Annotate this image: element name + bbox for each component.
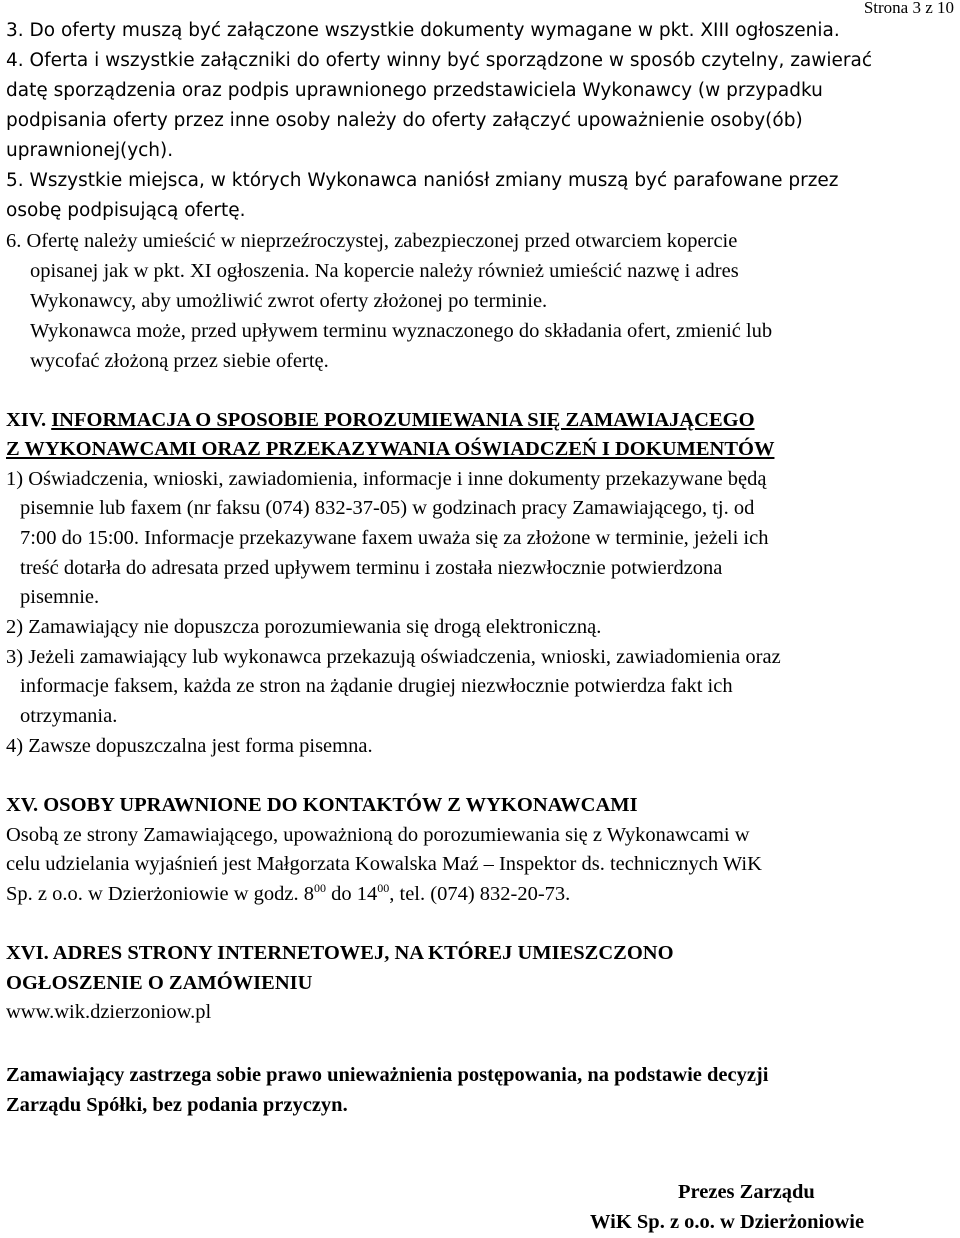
signature-title: Prezes Zarządu (678, 1181, 815, 1203)
section-xiv-item-1-line-4: treść dotarła do adresata przed upływem terminu i została niezwłocznie potwierdzona (20, 557, 723, 579)
item-5-line-2: osobę podpisującą ofertę. (6, 200, 246, 221)
section-xv-line-1: Osobą ze strony Zamawiającego, upoważnioną do porozumiewania się z Wykonawcami w (6, 824, 750, 846)
section-xiv-item-3-line-1: 3) Jeżeli zamawiający lub wykonawca przekazują oświadczenia, wnioski, zawiadomienia oraz (6, 646, 781, 668)
item-6-line-3: Wykonawcy, aby umożliwić zwrot oferty złożonej po terminie. (30, 290, 548, 312)
section-xv-heading: XV. OSOBY UPRAWNIONE DO KONTAKTÓW Z WYKONAWCAMI (6, 794, 638, 816)
section-xiv-heading-line-1 (6, 408, 954, 432)
section-xiv-item-1-line-3: 7:00 do 15:00. Informacje przekazywane faxem uważa się za złożone w terminie, jeżeli ich (20, 527, 769, 549)
section-xiv-item-4: 4) Zawsze dopuszczalna jest forma pisemna. (6, 735, 373, 757)
item-4-line-4: uprawnionej(ych). (6, 140, 174, 161)
contact-hours-text-middle: do 14 (326, 883, 378, 905)
section-xv-line-2: celu udzielania wyjaśnień jest Małgorzata Kowalska Maź – Inspektor ds. technicznych WiK (6, 853, 762, 875)
item-3: 3. Do oferty muszą być załączone wszystkie dokumenty wymagane w pkt. XIII ogłoszenia. (6, 20, 840, 41)
reservation-line-2: Zarządu Spółki, bez podania przyczyn. (6, 1094, 348, 1116)
section-xiv-item-3-line-2: informacje faksem, każda ze stron na żądanie drugiej niezwłocznie potwierdza fakt ich (20, 675, 733, 697)
section-xiv-item-3-line-3: otrzymania. (20, 705, 118, 727)
item-4-line-1: 4. Oferta i wszystkie załączniki do oferty winny być sporządzone w sposób czytelny, zawierać (6, 50, 873, 71)
website-url: www.wik.dzierzoniow.pl (6, 1001, 212, 1023)
section-xiv-item-1-line-2: pisemnie lub faxem (nr faksu (074) 832-37-05) w godzinach pracy Zamawiającego, tj. od (20, 497, 755, 519)
signature-company: WiK Sp. z o.o. w Dzierżoniowie (590, 1211, 865, 1233)
contact-phone-text: , tel. (074) 832-20-73. (389, 883, 571, 905)
section-xiv-title-line-2: Z WYKONAWCAMI ORAZ PRZEKAZYWANIA OŚWIADCZEŃ I DOKUMENTÓW (6, 438, 775, 460)
hour-to-superscript: 00 (377, 881, 390, 895)
section-xiv-title-line-1: INFORMACJA O SPOSOBIE POROZUMIEWANIA SIĘ ZAMAWIAJĄCEGO (51, 409, 755, 431)
item-6-line-5: wycofać złożoną przez siebie ofertę. (30, 350, 329, 372)
section-xv-line-3 (6, 882, 570, 906)
section-xiv-item-1-line-1: 1) Oświadczenia, wnioski, zawiadomienia, informacje i inne dokumenty przekazywane będą (6, 468, 767, 490)
section-xiv-item-1-line-5: pisemnie. (20, 586, 100, 608)
page-number: Strona 3 z 10 (863, 0, 954, 17)
contact-hours-text-start: Sp. z o.o. w Dzierżoniowie w godz. 8 (6, 883, 315, 905)
hour-from-superscript: 00 (314, 881, 327, 895)
section-xiv-item-2: 2) Zamawiający nie dopuszcza porozumiewania się drogą elektroniczną. (6, 616, 602, 638)
item-6-line-2: opisanej jak w pkt. XI ogłoszenia. Na kopercie należy również umieścić nazwę i adres (30, 260, 739, 282)
reservation-line-1: Zamawiający zastrzega sobie prawo unieważnienia postępowania, na podstawie decyzji (6, 1064, 769, 1086)
item-4-line-2: datę sporządzenia oraz podpis uprawnionego przedstawiciela Wykonawcy (w przypadku (6, 80, 823, 101)
item-5-line-1: 5. Wszystkie miejsca, w których Wykonawca naniósł zmiany muszą być parafowane przez (6, 170, 839, 191)
section-xvi-heading-line-2: OGŁOSZENIE O ZAMÓWIENIU (6, 972, 313, 994)
item-6-line-4: Wykonawca może, przed upływem terminu wyznaczonego do składania ofert, zmienić lub (30, 320, 773, 342)
item-6-line-1: 6. Ofertę należy umieścić w nieprzeźroczystej, zabezpieczonej przed otwarciem kopercie (6, 230, 738, 252)
section-xvi-heading-line-1: XVI. ADRES STRONY INTERNETOWEJ, NA KTÓREJ UMIESZCZONO (6, 942, 674, 964)
item-4-line-3: podpisania oferty przez inne osoby należy do oferty załączyć upoważnienie osoby(ób) (6, 110, 803, 131)
section-xiv-number: XIV. (6, 409, 47, 431)
